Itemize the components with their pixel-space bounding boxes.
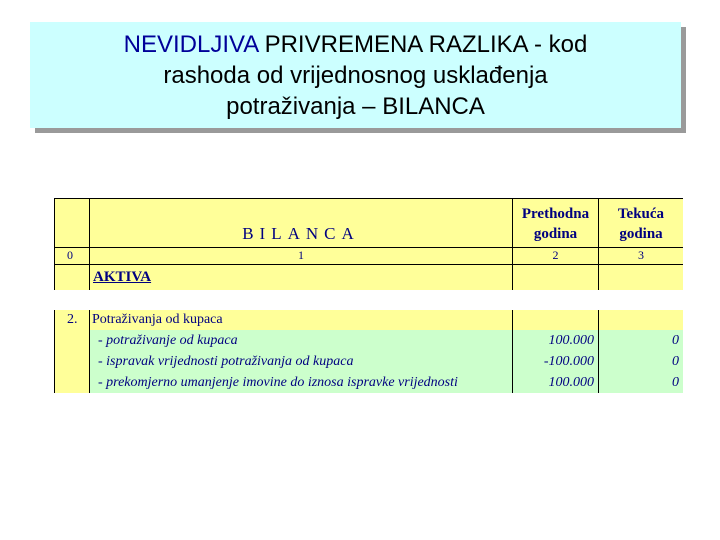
aktiva-cell — [90, 265, 513, 290]
previous-year-label-2: godina — [533, 226, 578, 242]
item-2-prev: -100.000 — [513, 351, 599, 372]
title-line-1 — [124, 29, 588, 60]
receivables-table — [54, 310, 683, 393]
header-row — [54, 199, 683, 248]
item-2-label: - ispravak vrijednosti potraživanja od kupaca — [98, 354, 354, 369]
title-line-2: rashoda od vrijednosnog usklađenja — [163, 61, 548, 89]
aktiva-row — [54, 265, 683, 290]
balance-header-table — [54, 198, 683, 290]
slide-title — [30, 22, 681, 128]
table-row — [54, 351, 683, 372]
item-3-prev: 100.000 — [513, 372, 599, 393]
header-cell-previous-year — [513, 199, 599, 247]
index-cell-0: 0 — [54, 248, 90, 264]
title-accent-word: NEVIDLJIVA — [123, 30, 258, 58]
item-1-label: - potraživanje od kupaca — [98, 333, 238, 348]
item-3-label-cell — [90, 372, 513, 393]
receivables-number: 2. — [67, 312, 78, 327]
header-cell-current-year — [599, 199, 683, 247]
aktiva-cell-curr — [599, 265, 683, 290]
current-year-label-1: Tekuća — [617, 206, 665, 222]
item-1-blank — [54, 330, 90, 351]
bilanca-heading: BILANCA — [242, 224, 360, 243]
item-3-curr: 0 — [599, 372, 683, 393]
aktiva-cell-prev — [513, 265, 599, 290]
item-1-label-cell — [90, 330, 513, 351]
previous-year-label-1: Prethodna — [521, 206, 590, 222]
receivables-curr-cell — [599, 310, 683, 330]
header-cell-blank — [54, 199, 90, 247]
aktiva-label: AKTIVA — [93, 269, 152, 285]
index-cell-1: 1 — [90, 248, 513, 264]
current-year-label-2: godina — [619, 226, 663, 242]
item-1-curr: 0 — [599, 330, 683, 351]
table-row — [54, 372, 683, 393]
index-row — [54, 248, 683, 265]
item-1-prev: 100.000 — [513, 330, 599, 351]
receivables-number-cell — [54, 310, 90, 330]
title-line-1-rest: PRIVREMENA RAZLIKA - kod — [257, 30, 588, 58]
receivables-label: Potraživanja od kupaca — [92, 312, 223, 327]
index-cell-3: 3 — [638, 248, 644, 262]
receivables-prev-cell — [513, 310, 599, 330]
table-row — [54, 330, 683, 351]
item-3-blank — [54, 372, 90, 393]
receivables-label-cell — [90, 310, 513, 330]
index-cell-2: 2 — [513, 248, 599, 264]
aktiva-cell-blank — [54, 265, 90, 290]
header-cell-heading — [90, 199, 513, 247]
item-3-label: - prekomjerno umanjenje imovine do iznosa ispravke vrijednosti — [98, 375, 458, 390]
title-line-3: potraživanja – BILANCA — [226, 92, 485, 120]
item-2-curr: 0 — [599, 351, 683, 372]
item-2-label-cell — [90, 351, 513, 372]
item-2-blank — [54, 351, 90, 372]
receivables-row — [54, 310, 683, 330]
